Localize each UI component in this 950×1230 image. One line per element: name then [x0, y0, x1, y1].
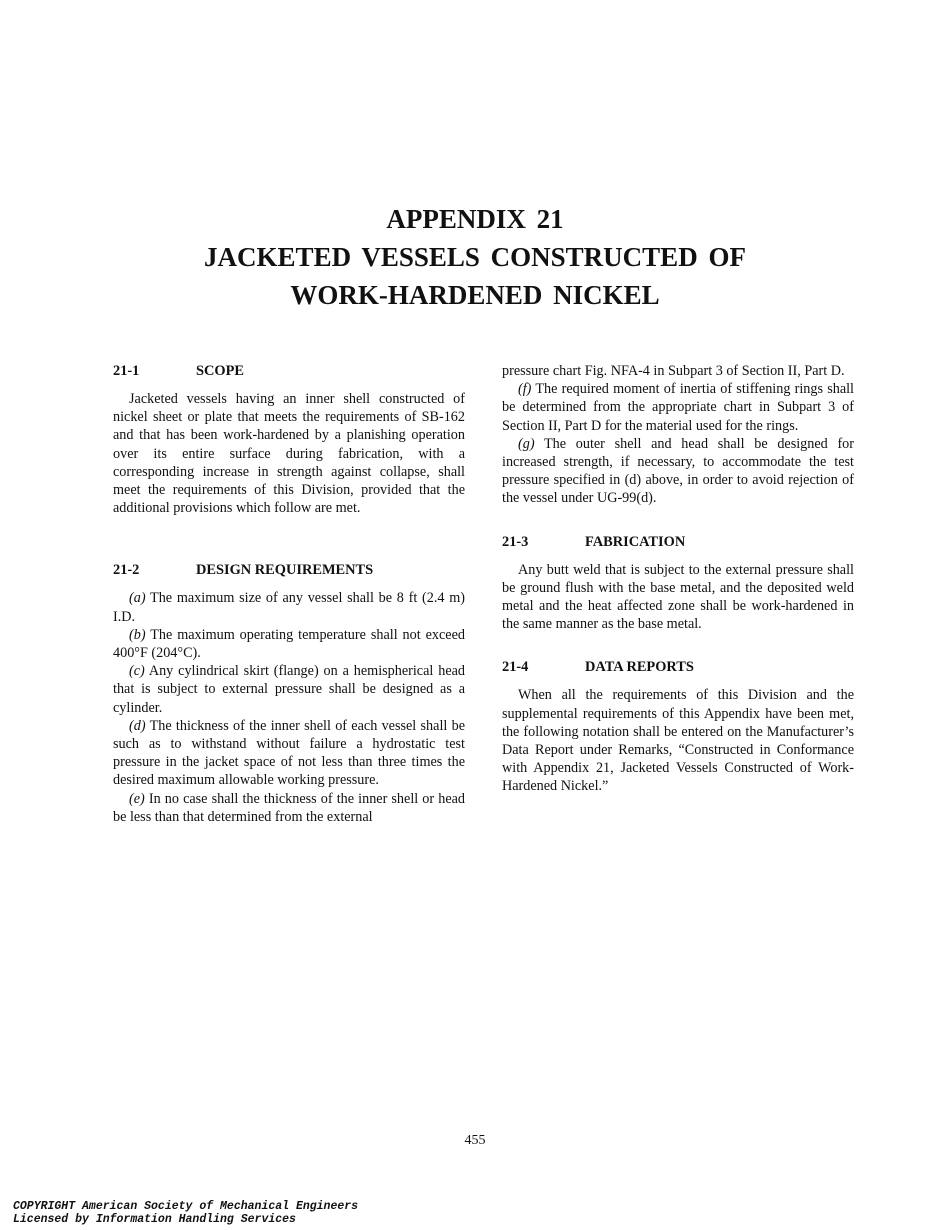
item-label: (a) [129, 590, 146, 607]
license-line: Licensed by Information Handling Services [13, 1213, 296, 1226]
design-item-b [113, 626, 465, 662]
right-column [502, 362, 854, 796]
section-number: 21-1 [113, 363, 140, 379]
scope-paragraph: Jacketed vessels having an inner shell constructed of nickel sheet or plate that meets the requirements of SB-162 and that has been work-hardened by a planishing operation over its entire surface during fabrication, with a corresponding increase in strength against collapse, shall meet the requirements of this Division, provided that the additional provisions which follow are met. [113, 391, 465, 517]
item-label: (d) [129, 717, 146, 734]
item-text: pressure chart Fig. NFA-4 in Subpart 3 of Section II, Part D. [502, 363, 845, 379]
data-reports-paragraph: When all the requirements of this Division and the supplemental requirements of this Appendix have been met, the following notation shall be entered on the Manufacturer’s Data Report under Remarks, “Constructed in Conformance with Appendix 21, Jacketed Vessels Constructed of Work-Hardened Nickel.” [502, 687, 854, 795]
section-number: 21-2 [113, 562, 140, 579]
design-item-a [113, 589, 465, 625]
item-text: The maximum size of any vessel shall be 8 ft (2.4 m) I.D. [113, 590, 465, 625]
item-label: (e) [129, 790, 145, 807]
left-column [113, 362, 465, 826]
section-heading-data-reports [502, 658, 854, 678]
page-number: 455 [464, 1133, 486, 1148]
fabrication-paragraph: Any butt weld that is subject to the external pressure shall be ground flush with the base metal, and the deposited weld metal and the heat affected zone shall be work-hardened in the same manner as the base metal. [502, 561, 854, 633]
item-text: The thickness of the inner shell of each vessel shall be such as to withstand without failure a hydrostatic test pressure in the jacket space of not less than three times the desired maximum allowable working pressure. [113, 717, 465, 789]
section-heading-design-requirements [113, 561, 465, 581]
item-text: The maximum operating temperature shall not exceed 400°F (204°C). [113, 626, 465, 662]
section-title: FABRICATION [585, 533, 686, 550]
section-title: SCOPE [196, 363, 244, 379]
item-label: (c) [129, 663, 145, 680]
section-number: 21-4 [502, 659, 529, 676]
appendix-title-line-2: WORK-HARDENED NICKEL [290, 280, 660, 310]
section-title: DATA REPORTS [585, 659, 694, 676]
copyright-line: COPYRIGHT American Society of Mechanical Engineers [13, 1200, 359, 1213]
section-number: 21-3 [502, 533, 529, 550]
item-text: The required moment of inertia of stiffening rings shall be determined from the appropriate chart in Subpart 3 of Section II, Part D for the material used for the rings. [502, 381, 854, 434]
item-label: (g) [518, 435, 535, 452]
design-item-f [502, 380, 854, 435]
appendix-number: APPENDIX 21 [386, 204, 564, 234]
design-item-e-continued [502, 362, 854, 380]
section-title: DESIGN REQUIREMENTS [196, 562, 374, 579]
copyright-notice [13, 1200, 358, 1226]
section-heading-fabrication [502, 533, 854, 553]
page-title [0, 200, 950, 314]
section-heading-scope [113, 362, 465, 382]
design-item-c [113, 662, 465, 717]
design-item-g [502, 435, 854, 508]
design-item-e [113, 790, 465, 826]
item-text: In no case shall the thickness of the inner shell or head be less than that determined from the external [113, 790, 466, 825]
item-text: The outer shell and head shall be designed for increased strength, if necessary, to accommodate the test pressure specified in (d) above, in order to avoid rejection of the vessel under UG-99(d). [502, 435, 855, 507]
item-text: Any cylindrical skirt (flange) on a hemispherical head that is subject to external pressure shall be designed as a cylinder. [113, 663, 466, 716]
item-label: (b) [129, 626, 146, 643]
item-label: (f) [518, 381, 532, 398]
appendix-title-line-1: JACKETED VESSELS CONSTRUCTED OF [204, 242, 746, 272]
design-item-d [113, 717, 465, 790]
